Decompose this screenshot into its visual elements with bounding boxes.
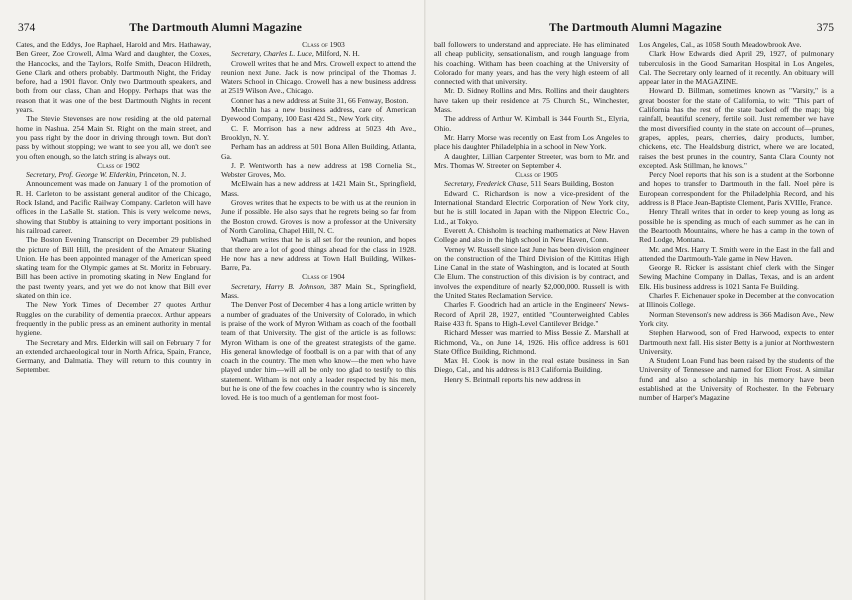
paragraph: Howard D. Billman, sometimes known as "Varsity," is a great booster for the state of California, to wit: "This part of California has the rest of the state backed off the map; big rainfall, beautiful scenery, fertile soil. Just remember we have the most diversified county in the state on account of—prunes, grapes, apples, pears, cherries, dairy products, lumber, chickens, etc. The Healdsburg district, where we are located, raises the best prunes in the country, Santa Clara County not excepted. Ask Stillman, he knows." [639, 86, 834, 170]
paragraph: A Student Loan Fund has been raised by the students of the University of Tennessee and named for Eliott Frost. A similar fund and also a scholarship in his memory have been established at the University of Rochester. In the February number of Harper's Magazine [639, 356, 834, 403]
paragraph: Richard Messer was married to Miss Bessie Z. Marshall at Richmond, Va., on June 14, 1926. His office address is 601 State Office Building, Richmond. [434, 328, 629, 356]
paragraph: C. F. Morrison has a new address at 5023 4th Ave., Brooklyn, N. Y. [221, 123, 416, 142]
paragraph: Henry S. Brintnall reports his new address in [444, 374, 581, 384]
paragraph: McElwain has a new address at 1421 Main St., Springfield, Mass. [221, 179, 416, 198]
paragraph: Henry Thrall writes that in order to keep young as long as possible he is spending as much of each summer as he can in the Beartooth Mountains, where he has a camp in the town of Red Lodge, Montana. [639, 207, 834, 245]
paragraph: The Boston Evening Transcript on December 29 published the picture of Bill Hill, the president of the Amateur Skating Union. He has been appointed manager of the American speed skating team for the Olympic games at St. Moritz in February. Bill has been active in promoting skating in New England for the past twenty years, and yet we do not know that Bill ever skated on thin ice. [16, 235, 211, 301]
right-column-2 [639, 40, 834, 403]
secretary-address: 387 Main St., Springfield, Mass. [221, 281, 416, 301]
class-heading: Class of 1905 [515, 170, 558, 180]
class-heading: Class of 1902 [97, 160, 140, 170]
paragraph: The address of Arthur W. Kimball is 344 Fourth St., Elyria, Ohio. [434, 114, 629, 133]
class-secretary-line [16, 170, 211, 179]
paragraph: A daughter, Lillian Carpenter Streeter, was born to Mr. and Mrs. Thomas W. Streeter on September 4. [434, 151, 629, 170]
paragraph: Mr. Harry Morse was recently on East from Los Angeles to place his daughter Philadelphia in a school in New York. [434, 132, 629, 152]
paragraph: Wadham writes that he is all set for the reunion, and hopes that there are a lot of good things ahead for the class in 1928. He now has a new address at Town Hall Building, Wilkes-Barre, Pa. [221, 235, 416, 273]
right-running-title: The Dartmouth Alumni Magazine [548, 22, 722, 34]
paragraph: The Secretary and Mrs. Elderkin will sail on February 7 for an extended archaeological tour in North Africa, Spain, France, Germany, and Dalmatia. They will return to this country in September. [16, 337, 211, 375]
right-running-head [436, 22, 834, 34]
class-secretary-line [221, 49, 416, 58]
secretary-name: Secretary, Frederick Chase, [444, 179, 529, 189]
paragraph: The Denver Post of December 4 has a long article written by a number of graduates of the University of Colorado, in which is praise of the work of Myron Witham as coach of the football team of that University. The gist of the article is as follows: Myron Witham is one of the greatest strategists of the game. His general knowledge of football is on a par with that of any coach in the country. The men who know—the men who have played under him—will all be only too glad to testify to this statement. Witham is not only a leader respected by his men, but he is one of the few coaches in the country who is sincerely loved. He is too much of a gentleman for most foot- [221, 300, 416, 403]
paragraph: Charles F. Eichenauer spoke in December at the convocation at Illinois College. [639, 291, 834, 310]
paragraph: Everett A. Chisholm is teaching mathematics at New Haven College and also in the high school in New Haven, Conn. [434, 225, 629, 245]
right-page [426, 0, 852, 600]
paragraph: Groves writes that he expects to be with us at the reunion in June if possible. He also says that he regrets being so far from the Boston crowd. Groves is now a professor at the University of North Carolina, Chapel Hill, N. C. [221, 198, 416, 235]
paragraph: Perham has an address at 501 Bona Allen Building, Atlanta, Ga. [221, 142, 416, 161]
right-column-1 [434, 40, 629, 403]
left-running-title: The Dartmouth Alumni Magazine [129, 22, 303, 34]
paragraph: Los Angeles, Cal., as 1058 South Meadowbrook Ave. [639, 40, 802, 49]
paragraph: J. P. Wentworth has a new address at 198 Cornelia St., Webster Groves, Mo. [221, 160, 416, 180]
paragraph: Percy Noel reports that his son is a student at the Sorbonne and hopes to transfer to Dartmouth in the fall. Noel père is European correspondent for the Philadelphia Record, and his address is 8 Place Jean-Baptiste Clement, Paris XVIIIe, France. [639, 170, 834, 208]
paragraph: Conner has a new address at Suite 31, 66 Fenway, Boston. [231, 95, 409, 105]
left-page-number: 374 [18, 22, 36, 34]
paragraph: Announcement was made on January 1 of the promotion of R. H. Carleton to be assistant general auditor of the Chicago, Rock Island, and Pacific Railway Company. Carleton will have offices in the LaSalle St. station. This is very welcome news, showing that Stubby is attaining to very important positions in his railroad career. [16, 179, 211, 235]
class-heading: Class of 1903 [302, 40, 345, 49]
secretary-name: Secretary, Charles L. Luce, [231, 49, 314, 59]
paragraph: Stephen Harwood, son of Fred Harwood, expects to enter Dartmouth next fall. His sister Betty is a junior at Northwestern University. [639, 328, 834, 356]
class-secretary-line [434, 179, 629, 188]
paragraph: Clark How Edwards died April 29, 1927, of pulmonary tuberculosis in the Good Samaritan Hospital in Los Angeles, Cal. The Secretary only learned of it recently. An obituary will appear later in the MAGAZINE. [639, 49, 834, 87]
left-running-head [18, 22, 414, 34]
paragraph: Crowell writes that he and Mrs. Crowell expect to attend the reunion next June. Jack is now principal of the Thomas J. Waters School in Chicago. Crowell has a new business address at 2519 Wilson Ave., Chicago. [221, 58, 416, 96]
paragraph: Mr. D. Sidney Rollins and Mrs. Rollins and their daughters have taken up their residence at 75 Church St., Winchester, Mass. [434, 86, 629, 115]
paragraph: George R. Ricker is assistant chief clerk with the Singer Sewing Machine Company in Dallas, Texas, and is an ardent Elk. His business address is 1021 Santa Fe Building. [639, 263, 834, 291]
paragraph: Cates, and the Eddys, Joe Raphael, Harold and Mrs. Hathaway, Ben Greer, Zoe Crowell, Alma Ward and daughter, the Coxes, the Hancocks, and the Taylors, Rolfe Smith, Deacon Hildreth, Gene Clark and others probably. Dartmouth Night, the Friday before, had a 1901 flavor. Only two Dartmouth speakers, and both from our class, Chan and Hoppy. Perhaps that was the reason that it was one of the best Dartmouth Nights in recent years. [16, 40, 211, 115]
paragraph: The Stevie Stevenses are now residing at the old paternal home in Nashua. 254 Main St. Right on the main street, and you pass right by the door in driving through town. But don't pass by without stopping; we want to see you all, we don't see you often enough, so the latch string is always out. [16, 114, 211, 161]
paragraph: Charles F. Goodrich had an article in the Engineers' News-Record of April 28, 1927, entitled "Counterweighted Cables Raise 433 ft. Spans to High-Level Cantilever Bridge." [434, 300, 629, 328]
secretary-name: Secretary, Prof. George W. Elderkin, [26, 170, 138, 180]
paragraph: Max H. Cook is now in the real estate business in San Diego, Cal., and his address is 813 California Building. [434, 356, 629, 375]
paragraph: Verney W. Russell since last June has been division engineer on the construction of the Third Division of the Kittitas High Line Canal in the state of Washington, and is located at South Cle Elum. The construction of this division is by contract, and involves the expenditure of nearly $2,000,000. Russell is with the United States Reclamation Service. [434, 244, 629, 301]
secretary-address: 511 Sears Building, Boston [528, 179, 614, 189]
class-secretary-line [221, 282, 416, 301]
right-page-number: 375 [816, 22, 834, 34]
paragraph: Mechlin has a new business address, care of American Dyewood Company, 100 East 42d St., New York city. [221, 105, 416, 124]
secretary-address: Milford, N. H. [313, 49, 360, 59]
secretary-address: Princeton, N. J. [137, 170, 187, 180]
paragraph: ball followers to understand and appreciate. He has eliminated all cheap publicity, sensationalism, and rough language from his coaching. Witham has been coaching at the University of Colorado for many years, and has the very high esteem of all connected with that university. [434, 40, 629, 87]
paragraph: Norman Stevenson's new address is 366 Madison Ave., New York city. [639, 309, 834, 328]
secretary-name: Secretary, Harry B. Johnson, [231, 281, 326, 291]
left-column-2 [221, 40, 416, 403]
left-column-1 [16, 40, 211, 403]
paragraph: Edward C. Richardson is now a vice-president of the International Standard Electric Corporation of New York city, but he is still located in Japan with the Nippon Electric Co., Ltd., at Tokyo. [434, 188, 629, 226]
class-heading: Class of 1904 [302, 272, 345, 282]
paragraph: Mr. and Mrs. Harry T. Smith were in the East in the fall and attended the Dartmouth-Yale game in New Haven. [639, 244, 834, 263]
paragraph: The New York Times of December 27 quotes Arthur Ruggles on the curability of dementia praecox. Arthur appears frequently in the public press as an eminent authority in mental hygiene. [16, 300, 211, 338]
